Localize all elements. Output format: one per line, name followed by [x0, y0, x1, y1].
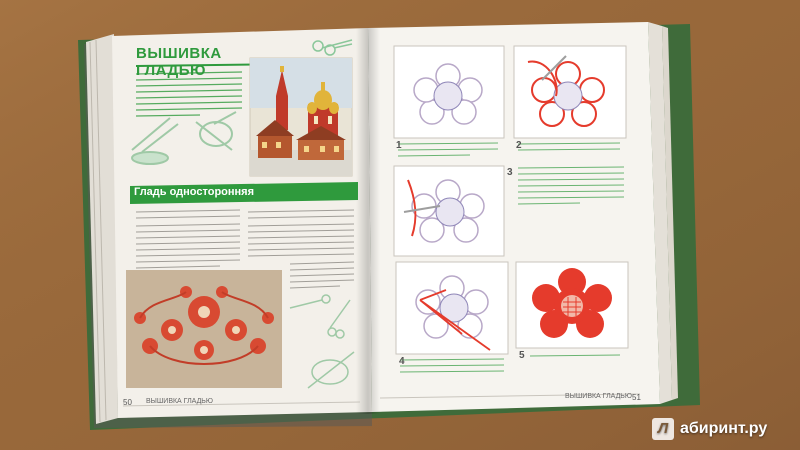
footer-right: ВЫШИВКА ГЛАДЬЮ	[565, 393, 632, 400]
page-title: ВЫШИВКА ГЛАДЬЮ	[136, 45, 222, 79]
page-number-left: 50	[123, 398, 132, 407]
step-2-panel	[514, 46, 626, 150]
step-number: 1	[396, 140, 402, 151]
section-heading: Гладь односторонняя	[134, 186, 255, 198]
step-5-panel	[516, 262, 628, 356]
step-number: 5	[519, 350, 525, 361]
step-number: 3	[507, 167, 513, 178]
step-number: 4	[399, 356, 405, 367]
labirint-logo-icon: Л	[652, 418, 674, 440]
step-3-panel	[394, 166, 504, 256]
footer-left: ВЫШИВКА ГЛАДЬЮ	[146, 398, 213, 405]
step-number: 2	[516, 140, 522, 151]
watermark-text: абиринт.ру	[680, 420, 768, 437]
floral-embroidery-photo	[126, 270, 282, 388]
page-number-right: 51	[632, 393, 641, 402]
labirint-watermark	[652, 416, 792, 442]
